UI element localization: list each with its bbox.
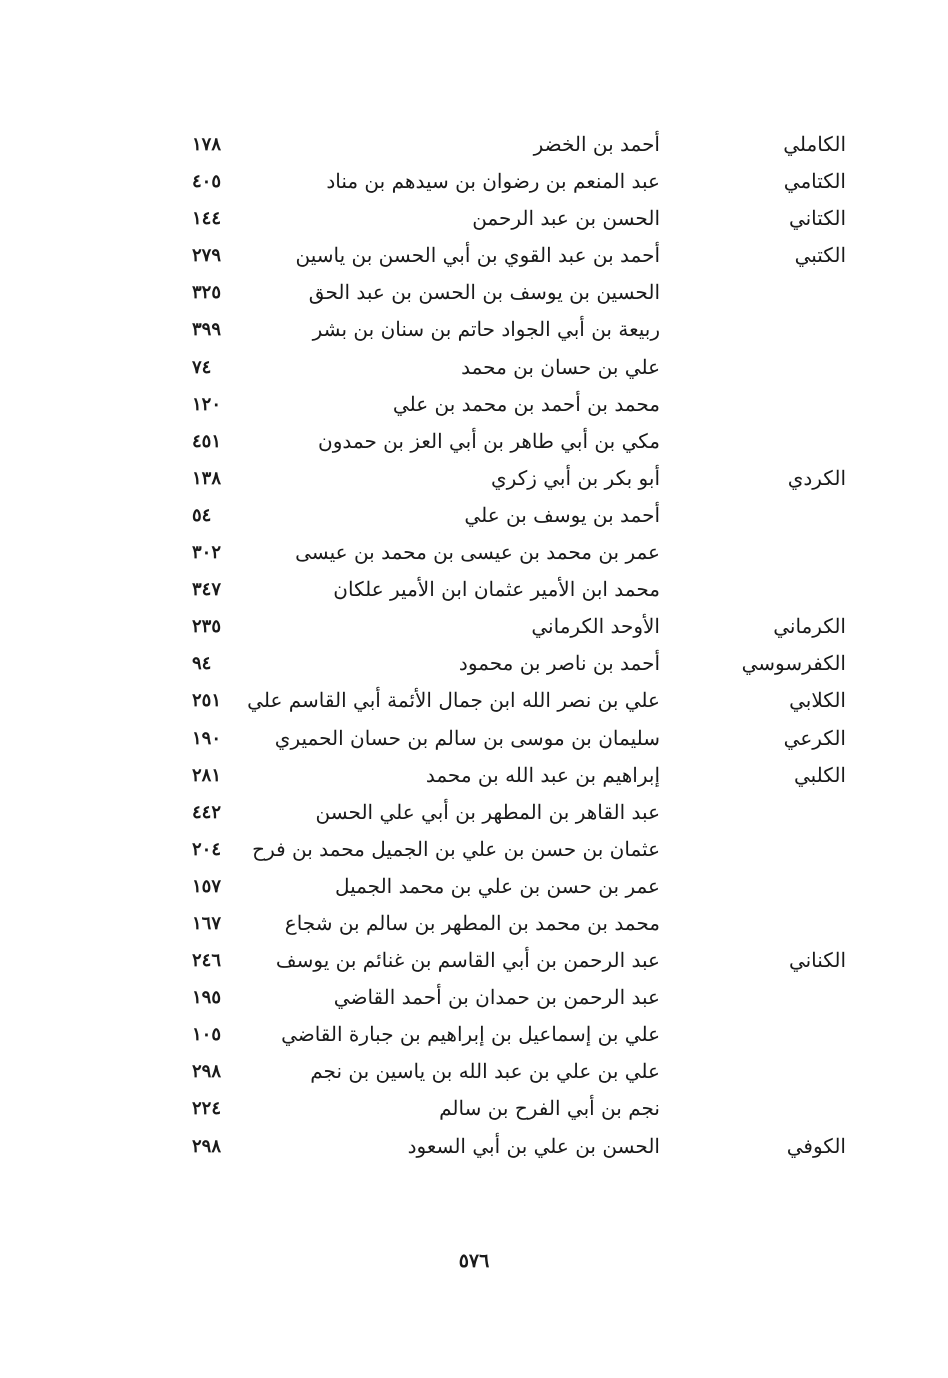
person-name: علي بن إسماعيل بن إبراهيم بن جبارة القاضي (281, 1022, 660, 1047)
index-row (180, 351, 860, 388)
person-name: أحمد بن يوسف بن علي (464, 502, 660, 527)
page-reference: ٢٤٦ (192, 950, 222, 972)
person-name: عمر بن محمد بن عيسى بن محمد بن عيسى (295, 540, 660, 565)
person-name: عبد القاهر بن المطهر بن أبي علي الحسن (315, 799, 660, 824)
page-reference: ٢٨١ (192, 764, 222, 786)
person-name: مكي بن أبي طاهر بن أبي العز بن حمدون (318, 428, 660, 453)
person-name: محمد بن محمد بن المطهر بن سالم بن شجاع (284, 910, 660, 935)
page-reference: ٢٠٤ (192, 838, 222, 860)
page-reference: ١٦٧ (192, 912, 222, 934)
nisba-label: الكلابي (789, 688, 846, 713)
page-reference: ٤٠٥ (192, 171, 222, 193)
index-row (180, 684, 860, 721)
nisba-label: الكتبي (794, 243, 846, 268)
page-reference: ١٧٨ (192, 134, 222, 155)
page-number: ٥٧٦ (458, 1250, 490, 1272)
page-reference: ٢٣٥ (192, 616, 222, 638)
person-name: محمد ابن الأمير عثمان ابن الأمير علكان (333, 577, 660, 602)
nisba-label: الكرماني (773, 614, 846, 639)
index-row (180, 239, 860, 276)
index-row (180, 870, 860, 907)
nisba-label: الكوفي (786, 1133, 846, 1158)
person-name: أحمد بن ناصر بن محمود (458, 651, 660, 676)
index-row (180, 165, 860, 202)
page-reference: ٣٠٢ (192, 542, 222, 564)
person-name: سليمان بن موسى بن سالم بن حسان الحميري (274, 725, 660, 750)
page-reference: ٥٤ (192, 504, 212, 526)
index-row (180, 1055, 860, 1092)
person-name: عبد الرحمن بن حمدان بن أحمد القاضي (333, 985, 660, 1010)
person-name: عمر بن حسن بن علي بن محمد الجميل (334, 873, 660, 898)
page-reference: ٩٤ (192, 653, 212, 675)
page-reference: ١٥٧ (192, 875, 222, 897)
index-row (180, 981, 860, 1018)
person-name: عبد المنعم بن رضوان بن سيدهم بن مناد (326, 169, 660, 194)
index-row (180, 1092, 860, 1129)
page-reference: ١٢٠ (192, 393, 222, 415)
page-reference: ٤٥١ (192, 430, 222, 452)
person-name: عثمان بن حسن بن علي بن الجميل محمد بن فرح (252, 836, 660, 861)
index-row (180, 573, 860, 610)
index-row (180, 499, 860, 536)
person-name: الحسن بن علي بن أبي السعود (407, 1133, 660, 1158)
person-name: أبو بكر بن أبي زكري (491, 465, 660, 490)
index-row (180, 1018, 860, 1055)
index-row (180, 796, 860, 833)
page-reference: ٢٧٩ (192, 245, 222, 267)
index-row (180, 722, 860, 759)
person-name: الأوحد الكرماني (531, 614, 660, 639)
page-reference: ٤٤٢ (192, 801, 222, 823)
index-row (180, 536, 860, 573)
index-row (180, 907, 860, 944)
index-row (180, 647, 860, 684)
index-row (180, 128, 860, 165)
person-name: محمد بن أحمد بن محمد بن علي (392, 391, 660, 416)
person-name: الحسين بن يوسف بن الحسن بن عبد الحق (308, 280, 660, 305)
page-reference: ١٤٤ (192, 208, 222, 230)
page-reference: ٢٩٨ (192, 1061, 222, 1083)
person-name: علي بن حسان بن محمد (461, 354, 660, 379)
index-row (180, 1130, 860, 1167)
person-name: نجم بن أبي الفرح بن سالم (439, 1096, 660, 1121)
index-row (180, 833, 860, 870)
nisba-label: الكناني (788, 948, 846, 973)
person-name: ربيعة بن أبي الجواد حاتم بن سنان بن بشر (312, 317, 660, 342)
person-name: أحمد بن الخضر (533, 132, 660, 156)
person-name: الحسن بن عبد الرحمن (472, 206, 660, 231)
nisba-label: الكتامي (783, 169, 846, 194)
index-row (180, 425, 860, 462)
index-row (180, 388, 860, 425)
index-row (180, 610, 860, 647)
page-reference: ١٣٨ (192, 467, 222, 489)
page-reference: ١٩٠ (192, 727, 222, 749)
person-name: علي بن نصر الله ابن جمال الأئمة أبي القاسم علي (247, 688, 660, 713)
person-name: عبد الرحمن بن أبي القاسم بن غنائم بن يوسف (275, 948, 660, 973)
index-row (180, 313, 860, 350)
index-row (180, 462, 860, 499)
index-table (180, 128, 860, 1167)
person-name: أحمد بن عبد القوي بن أبي الحسن بن ياسين (295, 243, 660, 268)
page-reference: ٢٩٨ (192, 1135, 222, 1157)
nisba-label: الكرعي (783, 725, 846, 750)
page-reference: ١٠٥ (192, 1024, 222, 1046)
nisba-label: الكلبي (793, 762, 846, 787)
index-row (180, 759, 860, 796)
page-reference: ٣٤٧ (192, 579, 222, 601)
page-reference: ٢٢٤ (192, 1098, 222, 1120)
nisba-label: الكتاني (788, 206, 846, 231)
person-name: إبراهيم بن عبد الله بن محمد (425, 762, 660, 787)
page-reference: ٣٩٩ (192, 319, 222, 341)
index-row (180, 944, 860, 981)
page-reference: ٧٤ (192, 356, 212, 378)
page-reference: ١٩٥ (192, 987, 222, 1009)
nisba-label: الكاملي (783, 132, 846, 156)
index-row (180, 276, 860, 313)
person-name: علي بن علي بن عبد الله بن ياسين بن نجم (310, 1059, 660, 1084)
nisba-label: الكفرسوسي (741, 651, 846, 676)
page-reference: ٣٢٥ (192, 282, 222, 304)
index-row (180, 202, 860, 239)
page-reference: ٢٥١ (192, 690, 222, 712)
nisba-label: الكردي (787, 465, 846, 490)
